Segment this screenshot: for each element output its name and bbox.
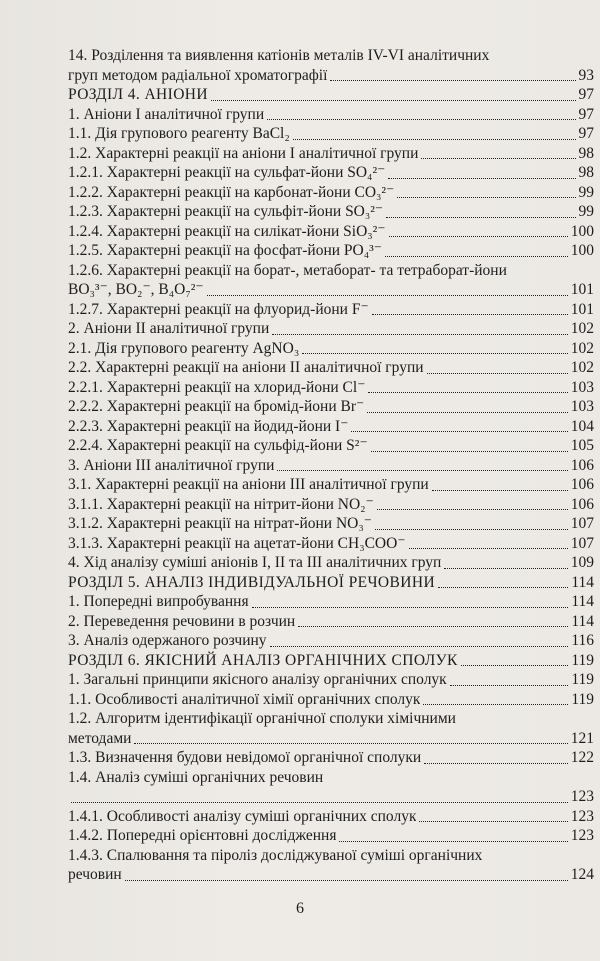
toc-entry-title: 1. Попередні випробування (68, 593, 249, 610)
toc-entry-title: 3. Аналіз одержаного розчину (68, 632, 267, 649)
dot-leader (367, 411, 568, 413)
toc-entry-title-line1: 1.4. Аналіз суміші органічних речовин (68, 768, 324, 786)
dot-leader (377, 508, 568, 510)
toc-page-number: 100 (570, 242, 594, 259)
dot-leader (389, 235, 568, 237)
toc-entry-title: 2.2.4. Характерні реакції на сульфід-йони S²⁻ (68, 437, 368, 454)
toc-page-number: 109 (570, 554, 594, 571)
dot-leader (375, 528, 568, 530)
toc-entry (68, 514, 594, 534)
dot-leader (270, 645, 569, 647)
toc-entry (68, 202, 594, 222)
toc-entry-title: 2. Переведення речовини в розчин (68, 612, 296, 630)
toc-page-number: 106 (570, 495, 594, 513)
toc-entry (68, 709, 594, 748)
page-number-footer: 6 (296, 900, 304, 917)
toc-entry (68, 183, 594, 203)
dot-leader (368, 391, 567, 393)
toc-entry (68, 144, 594, 164)
toc-entry-title: 2.2. Характерні реакції на аніони II аналітичної групи (68, 359, 424, 376)
toc-entry-title: 1.2.5. Характерні реакції на фосфат-йони PO₄³⁻ (68, 242, 382, 259)
toc-page-number: 107 (570, 534, 594, 552)
dot-leader (272, 333, 567, 335)
toc-entry-title: 1.2.2. Характерні реакції на карбонат-йони CO₃²⁻ (68, 183, 395, 201)
toc-entry (68, 534, 594, 554)
toc-section-heading (68, 573, 594, 593)
toc-page-number: 104 (570, 417, 594, 435)
dot-leader (277, 469, 567, 471)
toc-entry-title: 2.2.2. Характерні реакції на бромід-йони Br⁻ (68, 398, 365, 415)
dot-leader (125, 879, 568, 881)
toc-entry-title: 1.4.2. Попередні орієнтовні дослідження (68, 827, 337, 844)
toc-entry (68, 105, 594, 125)
toc-entry (68, 222, 594, 242)
toc-page-number: 105 (570, 437, 594, 454)
toc-entry (68, 358, 594, 378)
dot-leader (397, 196, 575, 198)
toc-entry-title: 3.1.1. Характерні реакції на нітрит-йони NO₂⁻ (68, 495, 374, 513)
dot-leader (409, 547, 568, 549)
toc-page-number: 119 (571, 690, 594, 708)
toc-entry-title: РОЗДІЛ 5. АНАЛІЗ ІНДИВІДУАЛЬНОЇ РЕЧОВИНИ (68, 573, 436, 591)
toc-page-number: 123 (570, 788, 594, 805)
dot-leader (385, 255, 568, 257)
toc-entry (68, 378, 594, 398)
toc-page-number: 114 (571, 573, 594, 591)
dot-leader (211, 99, 576, 101)
dot-leader (450, 684, 569, 686)
toc-entry-title: 3.1.3. Характерні реакції на ацетат-йони CH₃COO⁻ (68, 534, 406, 552)
toc-entry (68, 46, 594, 85)
toc-entry-title: 2. Аніони II аналітичної групи (68, 320, 270, 337)
toc-entry (68, 612, 594, 632)
dot-leader (388, 177, 575, 179)
toc-entry (68, 495, 594, 515)
dot-leader (351, 430, 567, 432)
toc-entry-title-line2: методами (68, 729, 132, 747)
toc-page-number: 98 (578, 144, 594, 162)
dot-leader (423, 703, 568, 705)
toc-entry (68, 124, 594, 144)
toc-entry-title: 1.4.1. Особливості аналізу суміші органічних сполук (68, 807, 417, 825)
toc-entry (68, 748, 594, 768)
dot-leader (432, 489, 568, 491)
toc-page-number: 114 (571, 593, 594, 610)
table-of-contents (68, 46, 594, 885)
dot-leader (371, 450, 568, 452)
toc-page-number: 103 (570, 378, 594, 396)
toc-entry-title-line1: 1.2. Алгоритм ідентифікації органічної сполуки хімічними (68, 710, 456, 727)
toc-page-number: 119 (571, 651, 594, 669)
toc-entry-title: 1.1. Особливості аналітичної хімії органічних сполук (68, 690, 421, 708)
dot-leader (267, 118, 575, 120)
toc-page-number: 98 (578, 164, 594, 181)
dot-leader (71, 801, 568, 803)
toc-entry (68, 690, 594, 710)
toc-entry-title-line1: 14. Розділення та виявлення катіонів металів IV-VI аналітичних (68, 47, 490, 64)
dot-leader (421, 157, 575, 159)
toc-entry (68, 300, 594, 320)
toc-entry (68, 241, 594, 261)
toc-entry (68, 397, 594, 417)
toc-page-number: 99 (578, 183, 594, 201)
dot-leader (293, 138, 576, 140)
toc-section-heading (68, 651, 594, 671)
toc-page-number: 114 (571, 612, 594, 630)
toc-entry (68, 846, 594, 885)
toc-entry-title: 1.3. Визначення будови невідомої органічної сполуки (68, 749, 422, 766)
toc-entry-title: 1.2.1. Характерні реакції на сульфат-йони SO₄²⁻ (68, 164, 386, 181)
toc-page-number: 116 (571, 632, 594, 649)
toc-entry-title: 1.2.3. Характерні реакції на сульфіт-йони SO₃²⁻ (68, 203, 384, 220)
toc-entry-title: 2.1. Дія групового реагенту AgNO₃ (68, 339, 300, 357)
dot-leader (427, 372, 568, 374)
toc-entry-title-line1: 1.2.6. Характерні реакції на борат-, метаборат- та тетраборат-йони (68, 261, 507, 279)
toc-entry-title-line1: 1.4.3. Спалювання та піроліз досліджуваної суміші органічних (68, 846, 483, 864)
toc-entry (68, 456, 594, 476)
toc-page-number: 123 (570, 807, 594, 825)
toc-entry-title: 3. Аніони III аналітичної групи (68, 456, 275, 474)
dot-leader (444, 567, 567, 569)
toc-page-number: 124 (570, 866, 594, 883)
dot-leader (419, 820, 567, 822)
toc-entry (68, 339, 594, 359)
toc-page-number: 121 (570, 729, 594, 747)
toc-page-number: 99 (578, 203, 594, 220)
dot-leader (438, 586, 568, 588)
toc-entry (68, 163, 594, 183)
toc-page-number: 106 (570, 476, 594, 493)
toc-entry (68, 475, 594, 495)
toc-entry-title: 2.2.3. Характерні реакції на йодид-йони I⁻ (68, 417, 349, 435)
dot-leader (298, 625, 568, 627)
toc-entry-title: 1. Загальні принципи якісного аналізу органічних сполук (68, 671, 447, 688)
toc-page-number: 119 (571, 671, 594, 688)
toc-entry-title: 1.1. Дія групового реагенту BaCl₂ (68, 125, 290, 142)
toc-page-number: 100 (570, 222, 594, 240)
toc-page-number: 101 (570, 300, 594, 318)
toc-page-number: 97 (578, 86, 594, 103)
toc-page-number: 102 (570, 359, 594, 376)
toc-page-number: 102 (570, 320, 594, 337)
dot-leader (339, 840, 567, 842)
dot-leader (330, 79, 575, 81)
toc-entry (68, 592, 594, 612)
dot-leader (372, 313, 568, 315)
toc-entry-title: 4. Хід аналізу суміші аніонів I, II та III аналітичних груп (68, 554, 442, 571)
toc-entry-title: 3.1. Характерні реакції на аніони III аналітичної групи (68, 476, 429, 493)
toc-entry (68, 436, 594, 456)
toc-entry (68, 553, 594, 573)
toc-entry-title: 1. Аніони I аналітичної групи (68, 105, 265, 123)
toc-entry (68, 631, 594, 651)
toc-page-number: 103 (570, 398, 594, 415)
toc-page-number: 102 (570, 339, 594, 357)
toc-entry (68, 319, 594, 339)
dot-leader (424, 762, 568, 764)
toc-entry-title: 1.2.7. Характерні реакції на флуорид-йони F⁻ (68, 300, 369, 318)
toc-page-number: 97 (578, 125, 594, 142)
toc-entry-title: 1.2.4. Характерні реакції на силікат-йони SiO₃²⁻ (68, 222, 386, 240)
toc-page-number: 123 (570, 827, 594, 844)
toc-entry-title: 3.1.2. Характерні реакції на нітрат-йони NO₃⁻ (68, 515, 372, 532)
dot-leader (252, 606, 569, 608)
toc-page-number: 93 (578, 66, 594, 84)
toc-entry (68, 768, 594, 807)
toc-entry (68, 417, 594, 437)
toc-entry (68, 826, 594, 846)
dot-leader (207, 294, 568, 296)
toc-entry-title-line2: BO₃³⁻, BO₂⁻, B₄O₇²⁻ (68, 281, 204, 298)
toc-entry (68, 261, 594, 300)
dot-leader (386, 216, 575, 218)
toc-entry (68, 807, 594, 827)
dot-leader (134, 742, 567, 744)
toc-entry-title: РОЗДІЛ 6. ЯКІСНИЙ АНАЛІЗ ОРГАНІЧНИХ СПОЛУК (68, 651, 458, 669)
toc-entry-title: 2.2.1. Характерні реакції на хлорид-йони Cl⁻ (68, 378, 366, 396)
toc-entry (68, 670, 594, 690)
toc-entry-title: 1.2. Характерні реакції на аніони I аналітичної групи (68, 144, 419, 162)
toc-section-heading (68, 85, 594, 105)
toc-page-number: 97 (578, 105, 594, 123)
toc-entry-title: РОЗДІЛ 4. АНІОНИ (68, 86, 208, 103)
toc-page-number: 107 (570, 515, 594, 532)
dot-leader (461, 664, 569, 666)
toc-page-number: 101 (570, 281, 594, 298)
toc-entry-title-line2: груп методом радіальної хроматографії (68, 66, 328, 84)
toc-entry-title-line2: речовин (68, 866, 122, 883)
toc-page-number: 106 (570, 456, 594, 474)
toc-page-number: 122 (570, 749, 594, 766)
dot-leader (302, 352, 568, 354)
